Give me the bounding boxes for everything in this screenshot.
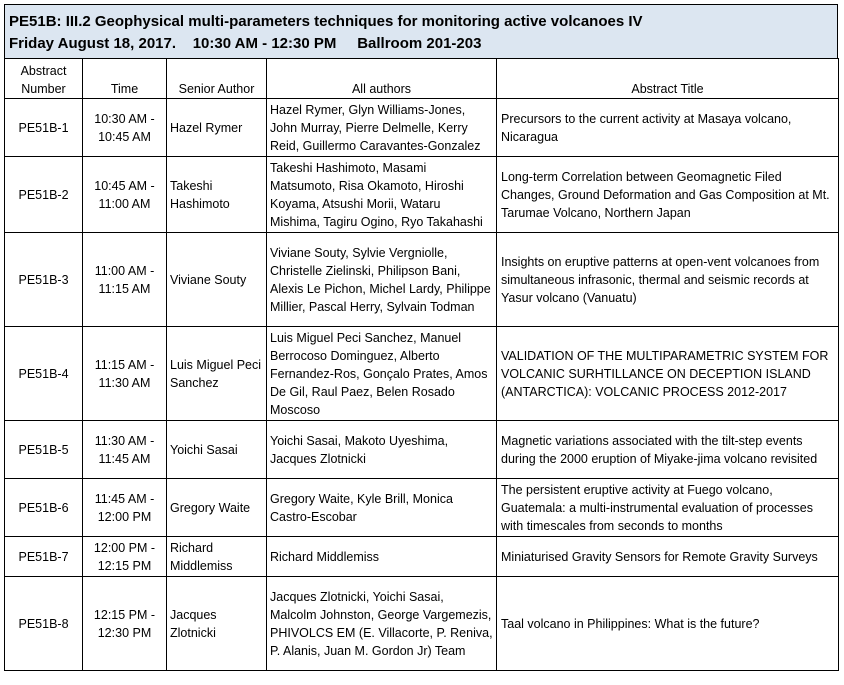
abstract-title: Long-term Correlation between Geomagnetic Filed Changes, Ground Deformation and Gas Composition at Mt. Tarumae Volcano, Northern Japan [497, 157, 839, 233]
table-row [5, 479, 839, 537]
abstract-time: 12:15 PM - 12:30 PM [83, 577, 167, 671]
table-row [5, 577, 839, 671]
senior-author: Luis Miguel Peci Sanchez [167, 327, 267, 421]
all-authors: Yoichi Sasai, Makoto Uyeshima, Jacques Zlotnicki [267, 421, 497, 479]
abstract-time: 11:30 AM - 11:45 AM [83, 421, 167, 479]
abstract-title: The persistent eruptive activity at Fuego volcano, Guatemala: a multi-instrumental evaluation of processes with timescales from seconds to months [497, 479, 839, 537]
table-header-row [5, 59, 839, 99]
abstract-number: PE51B-2 [5, 157, 83, 233]
abstract-number: PE51B-1 [5, 99, 83, 157]
abstract-number: PE51B-6 [5, 479, 83, 537]
col-senior-author: Senior Author [167, 59, 267, 99]
session-time: 10:30 AM - 12:30 PM [192, 35, 337, 52]
col-abstract-number: Abstract Number [5, 59, 83, 99]
abstract-title: Precursors to the current activity at Masaya volcano, Nicaragua [497, 99, 839, 157]
abstract-title: Miniaturised Gravity Sensors for Remote Gravity Surveys [497, 537, 839, 577]
session-date: Friday August 18, 2017. [9, 35, 177, 52]
all-authors: Jacques Zlotnicki, Yoichi Sasai, Malcolm Johnston, George Vargemezis, PHIVOLCS EM (E. Villacorte, P. Reniva, P. Alanis, Juan M. Gordon Jr) Team [267, 577, 497, 671]
session-schedule [9, 33, 833, 55]
abstract-number: PE51B-4 [5, 327, 83, 421]
abstract-number: PE51B-8 [5, 577, 83, 671]
table-row [5, 537, 839, 577]
all-authors: Takeshi Hashimoto, Masami Matsumoto, Risa Okamoto, Hiroshi Koyama, Atsushi Morii, Wataru Mishima, Tagiru Ogino, Ryo Takahashi [267, 157, 497, 233]
abstract-time: 11:15 AM - 11:30 AM [83, 327, 167, 421]
senior-author: Yoichi Sasai [167, 421, 267, 479]
all-authors: Gregory Waite, Kyle Brill, Monica Castro-Escobar [267, 479, 497, 537]
table-row [5, 157, 839, 233]
senior-author: Richard Middlemiss [167, 537, 267, 577]
abstract-number: PE51B-5 [5, 421, 83, 479]
all-authors: Richard Middlemiss [267, 537, 497, 577]
abstract-title: VALIDATION OF THE MULTIPARAMETRIC SYSTEM FOR VOLCANIC SURHTILLANCE ON DECEPTION ISLAND (ANTARCTICA): VOLCANIC PROCESS 2012-2017 [497, 327, 839, 421]
abstract-time: 12:00 PM - 12:15 PM [83, 537, 167, 577]
abstract-time: 10:45 AM - 11:00 AM [83, 157, 167, 233]
abstract-title: Taal volcano in Philippines: What is the future? [497, 577, 839, 671]
col-all-authors: All authors [267, 59, 497, 99]
abstract-time: 11:45 AM - 12:00 PM [83, 479, 167, 537]
session-header [4, 4, 838, 58]
senior-author: Hazel Rymer [167, 99, 267, 157]
senior-author: Gregory Waite [167, 479, 267, 537]
abstract-table [4, 58, 839, 671]
table-row [5, 327, 839, 421]
senior-author: Viviane Souty [167, 233, 267, 327]
senior-author: Takeshi Hashimoto [167, 157, 267, 233]
abstract-time: 11:00 AM - 11:15 AM [83, 233, 167, 327]
all-authors: Viviane Souty, Sylvie Vergniolle, Christelle Zielinski, Philipson Bani, Alexis Le Pichon, Michel Lardy, Philippe Millier, Pascal Herry, Sylvain Todman [267, 233, 497, 327]
abstract-number: PE51B-3 [5, 233, 83, 327]
all-authors: Hazel Rymer, Glyn Williams-Jones, John Murray, Pierre Delmelle, Kerry Reid, Guillermo Caravantes-Gonzalez [267, 99, 497, 157]
session-sheet [4, 4, 838, 671]
col-abstract-title: Abstract Title [497, 59, 839, 99]
abstract-time: 10:30 AM - 10:45 AM [83, 99, 167, 157]
senior-author: Jacques Zlotnicki [167, 577, 267, 671]
all-authors: Luis Miguel Peci Sanchez, Manuel Berrocoso Dominguez, Alberto Fernandez-Ros, Gonçalo Prates, Amos De Gil, Raul Paez, Belen Rosado Moscoso [267, 327, 497, 421]
table-row [5, 233, 839, 327]
abstract-number: PE51B-7 [5, 537, 83, 577]
table-row [5, 99, 839, 157]
session-room: Ballroom 201-203 [357, 35, 482, 52]
table-row [5, 421, 839, 479]
session-title: PE51B: III.2 Geophysical multi-parameters techniques for monitoring active volcanoes IV [9, 13, 643, 30]
abstract-title: Insights on eruptive patterns at open-vent volcanoes from simultaneous infrasonic, thermal and seismic records at Yasur volcano (Vanuatu) [497, 233, 839, 327]
abstract-title: Magnetic variations associated with the tilt-step events during the 2000 eruption of Miyake-jima volcano revisited [497, 421, 839, 479]
col-time: Time [83, 59, 167, 99]
